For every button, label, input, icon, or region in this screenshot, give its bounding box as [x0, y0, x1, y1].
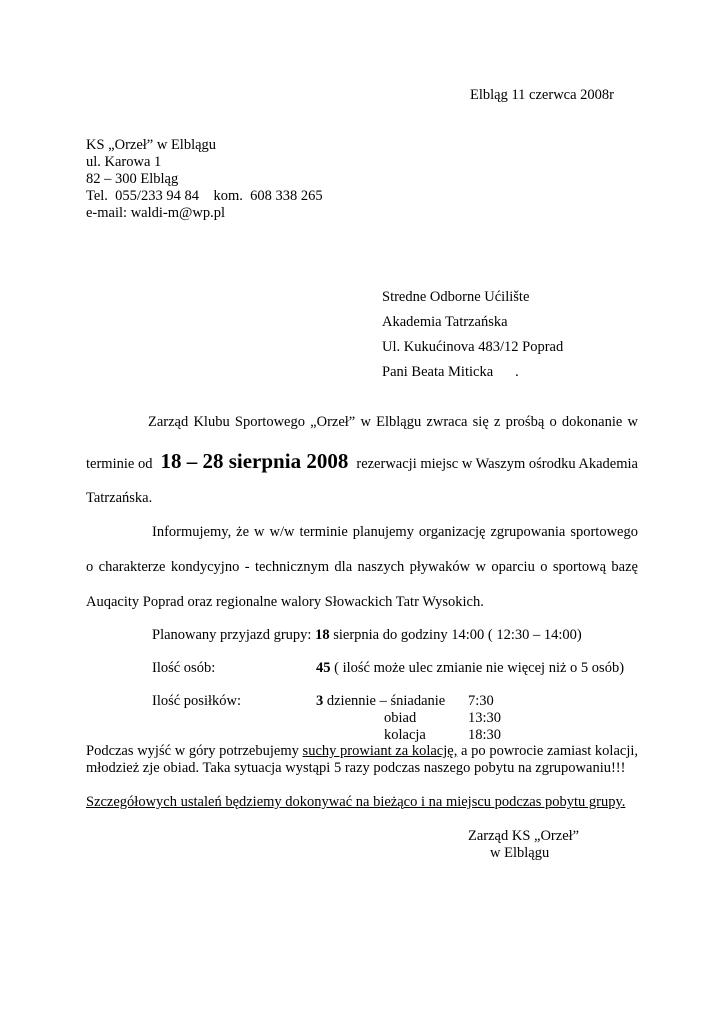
meal-time-breakfast: 7:30 — [468, 693, 494, 709]
persons-value — [316, 660, 624, 677]
persons-count: 45 — [316, 660, 331, 676]
para1-line3: Tatrzańska. — [86, 490, 153, 506]
sender-city: 82 – 300 Elbląg — [86, 171, 179, 187]
arrival-label: Planowany przyjazd grupy: — [152, 627, 312, 643]
meal-time-lunch: 13:30 — [468, 710, 502, 726]
meal-time-dinner: 18:30 — [468, 727, 502, 743]
meals-label: Ilość posiłków: — [152, 693, 242, 709]
para2-line1: Informujemy, że w w/w terminie planujemy organizację zgrupowania sportowego — [152, 524, 638, 540]
recipient-line3: Ul. Kukućinova 483/12 Poprad — [382, 339, 564, 355]
meals-count-row — [316, 693, 445, 710]
para3-post: a po powrocie zamiast kolacji, młodzież zje obiad. Taka sytuacja wystąpi 5 razy podczas naszego pobytu na zgrupowaniu!!! — [86, 743, 639, 776]
para1-line2 — [86, 448, 638, 477]
reservation-dates: 18 – 28 sierpnia 2008 — [160, 449, 349, 473]
para1-line1: Zarząd Klubu Sportowego „Orzeł” w Elblągu zwraca się z prośbą o dokonanie w — [148, 414, 638, 430]
signature-line2: w Elblągu — [490, 845, 550, 861]
sender-street: ul. Karowa 1 — [86, 154, 162, 170]
sender-phone: Tel. 055/233 94 84 kom. 608 338 265 — [86, 188, 323, 204]
date-line: Elbląg 11 czerwca 2008r — [470, 87, 614, 103]
para1-term-label: terminie od — [86, 456, 153, 472]
meal-name-dinner: kolacja — [384, 727, 426, 743]
signature-line1: Zarząd KS „Orzeł” — [468, 828, 580, 844]
meals-count: 3 — [316, 693, 324, 709]
para3-pre: Podczas wyjść w góry potrzebujemy — [86, 743, 299, 759]
recipient-line2: Akademia Tatrzańska — [382, 314, 508, 330]
arrival-day: 18 — [315, 627, 330, 643]
meals-daily: dziennie – śniadanie — [326, 693, 446, 709]
para4: Szczegółowych ustaleń będziemy dokonywać na bieżąco i na miejscu podczas pobytu grupy. — [86, 794, 626, 810]
dry-rations-note: suchy prowiant za kolację, — [302, 743, 458, 759]
recipient-person: Pani Beata Miticka — [382, 364, 494, 380]
para3 — [86, 743, 638, 777]
para2-line2: o charakterze kondycyjno - technicznym dla naszych pływaków w oparciu o sportową bazę — [86, 559, 638, 575]
sender-block — [86, 137, 323, 222]
recipient-line4 — [382, 364, 519, 381]
persons-label: Ilość osób: — [152, 660, 216, 676]
para1-line2-rest: rezerwacji miejsc w Waszym ośrodku Akademia — [356, 456, 638, 472]
arrival-row — [152, 627, 582, 644]
meal-name-lunch: obiad — [384, 710, 417, 726]
persons-note: ( ilość może ulec zmianie nie więcej niż o 5 osób) — [334, 660, 625, 676]
recipient-line1: Stredne Odborne Ućilište — [382, 289, 530, 305]
para2-line3: Auqacity Poprad oraz regionalne walory Słowackich Tatr Wysokich. — [86, 594, 484, 610]
arrival-rest: sierpnia do godziny 14:00 ( 12:30 – 14:00) — [333, 627, 582, 643]
sender-name: KS „Orzeł” w Elblągu — [86, 137, 217, 153]
sender-email: e-mail: waldi-m@wp.pl — [86, 205, 225, 221]
recipient-dot: . — [515, 364, 519, 380]
